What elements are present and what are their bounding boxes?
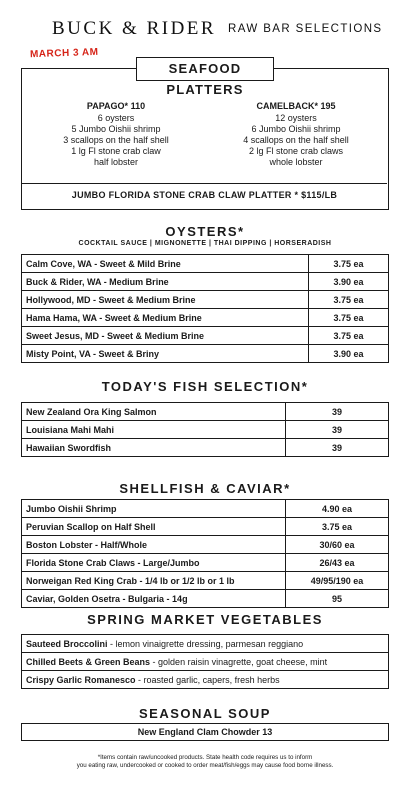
item-price: 26/43 ea [286, 554, 389, 572]
platter-line: 12 oysters [275, 113, 317, 123]
item-name: Norweigan Red King Crab [26, 575, 138, 586]
table-row [22, 291, 389, 309]
item-name: Crispy Garlic Romanesco [26, 674, 136, 685]
date-stamp: MARCH 3 AM [29, 46, 99, 61]
shellfish-title: SHELLFISH & CAVIAR* [119, 481, 291, 496]
table-row [22, 635, 389, 653]
platter-line: 6 Jumbo Oishii shrimp [251, 124, 341, 134]
oysters-title: OYSTERS* [165, 224, 245, 239]
item-desc: - Medium Brine [101, 276, 169, 287]
item-price: 3.75 ea [309, 255, 389, 273]
platter-name: PAPAGO* 110 [86, 101, 146, 111]
item-name: Buck & Rider, WA [26, 276, 102, 287]
jumbo-platter-line: JUMBO FLORIDA STONE CRAB CLAW PLATTER * $115/LB [71, 190, 338, 200]
item-name: Chilled Beets & Green Beans [26, 656, 151, 667]
item-name: Sauteed Broccolini [26, 638, 108, 649]
platter-line: half lobster [93, 157, 139, 167]
item-cell [22, 345, 309, 363]
item-cell [22, 653, 389, 671]
item-price: 3.90 ea [309, 345, 389, 363]
platter-line: 3 scallops on the half shell [63, 135, 169, 145]
table-row [22, 327, 389, 345]
item-cell [22, 671, 389, 689]
vegetables-table [21, 634, 389, 689]
item-price: 39 [286, 421, 389, 439]
item-cell [22, 273, 309, 291]
seafood-platters-box [21, 61, 389, 210]
item-cell [22, 635, 389, 653]
item-name: Hama Hama, WA [26, 312, 97, 323]
item-name: Caviar, Golden Osetra [26, 593, 121, 604]
item-desc: - Sweet & Briny [90, 348, 160, 359]
platter-line: 4 scallops on the half shell [243, 135, 349, 145]
fish-title: TODAY'S FISH SELECTION* [101, 379, 309, 394]
platter-papago [36, 101, 196, 168]
item-desc: - Bulgaria - 14g [120, 593, 188, 604]
item-desc: - Sweet & Medium Brine [96, 312, 202, 323]
footnote-line: you eating raw, undercooked or cooked to order meat/fish/eggs may cause food borne illness. [76, 762, 334, 769]
item-cell [22, 255, 309, 273]
table-row [22, 255, 389, 273]
item-name: Sweet Jesus, MD [26, 330, 100, 341]
shellfish-table [21, 499, 389, 608]
table-row [22, 653, 389, 671]
platter-line: 1 lg Fl stone crab claw [71, 146, 161, 156]
item-name: Florida Stone Crab Claws [26, 557, 136, 568]
item-name: Calm Cove, WA [26, 258, 92, 269]
item-price: 3.75 ea [286, 518, 389, 536]
item-price: 3.90 ea [309, 273, 389, 291]
soup-item: New England Clam Chowder 13 [21, 723, 389, 741]
oyster-sauces: COCKTAIL SAUCE | MIGNONETTE | THAI DIPPING | HORSERADISH [78, 240, 332, 247]
oysters-table [21, 254, 389, 363]
item-desc: - Large/Jumbo [135, 557, 200, 568]
item-price: 39 [286, 403, 389, 421]
item-name: Jumbo Oishii Shrimp [26, 503, 117, 514]
item-price: 4.90 ea [286, 500, 389, 518]
item-name: Peruvian Scallop on Half Shell [26, 521, 156, 532]
item-desc: - Half/Whole [92, 539, 147, 550]
platter-line: 2 lg Fl stone crab claws [248, 146, 344, 156]
table-row [22, 671, 389, 689]
item-desc: - lemon vinaigrette dressing, parmesan reggiano [107, 638, 304, 649]
item-cell [22, 554, 286, 572]
seafood-platters-title: SEAFOOD PLATTERS [136, 57, 274, 81]
platter-camelback [216, 101, 376, 168]
item-price: 3.75 ea [309, 291, 389, 309]
item-name: New Zealand Ora King Salmon [22, 403, 286, 421]
item-desc: - Sweet & Medium Brine [99, 330, 205, 341]
item-name: Hawaiian Swordfish [22, 439, 286, 457]
item-cell [22, 536, 286, 554]
item-cell [22, 590, 286, 608]
item-name: Misty Point, VA [26, 348, 91, 359]
health-footnote [0, 754, 410, 770]
footnote-line: *Items contain raw/uncooked products. State health code requires us to inform [97, 754, 313, 761]
table-row [22, 518, 389, 536]
table-row [22, 273, 389, 291]
brand-logo: BUCK & RIDER [52, 18, 217, 39]
item-cell [22, 500, 286, 518]
vegetables-title: SPRING MARKET VEGETABLES [87, 612, 323, 627]
item-price: 95 [286, 590, 389, 608]
table-row [22, 345, 389, 363]
item-desc: - golden raisin vinagrette, goat cheese, mint [150, 656, 328, 667]
item-desc: - roasted garlic, capers, fresh herbs [135, 674, 280, 685]
item-price: 49/95/190 ea [286, 572, 389, 590]
table-row [22, 554, 389, 572]
menu-header [0, 16, 410, 44]
item-price: 39 [286, 439, 389, 457]
item-price: 30/60 ea [286, 536, 389, 554]
item-price: 3.75 ea [309, 309, 389, 327]
item-name: Hollywood, MD [26, 294, 91, 305]
table-row [22, 500, 389, 518]
table-row [22, 421, 389, 439]
fish-table [21, 402, 389, 457]
item-cell [22, 309, 309, 327]
menu-subtitle: RAW BAR SELECTIONS [228, 23, 383, 35]
table-row [22, 309, 389, 327]
item-desc: - Sweet & Mild Brine [91, 258, 181, 269]
item-name: Boston Lobster [26, 539, 93, 550]
platter-line: 6 oysters [97, 113, 135, 123]
item-price: 3.75 ea [309, 327, 389, 345]
table-row [22, 536, 389, 554]
divider [22, 183, 387, 184]
table-row [22, 403, 389, 421]
item-cell [22, 518, 286, 536]
item-desc: - 1/4 lb or 1/2 lb or 1 lb [137, 575, 235, 586]
item-cell [22, 291, 309, 309]
item-desc: - Sweet & Medium Brine [90, 294, 196, 305]
item-name: Louisiana Mahi Mahi [22, 421, 286, 439]
platter-line: 5 Jumbo Oishii shrimp [71, 124, 161, 134]
item-cell [22, 572, 286, 590]
platter-name: CAMELBACK* 195 [256, 101, 336, 111]
soup-title: SEASONAL SOUP [139, 706, 271, 721]
item-cell [22, 327, 309, 345]
table-row [22, 439, 389, 457]
platter-line: whole lobster [269, 157, 323, 167]
table-row [22, 572, 389, 590]
table-row [22, 590, 389, 608]
